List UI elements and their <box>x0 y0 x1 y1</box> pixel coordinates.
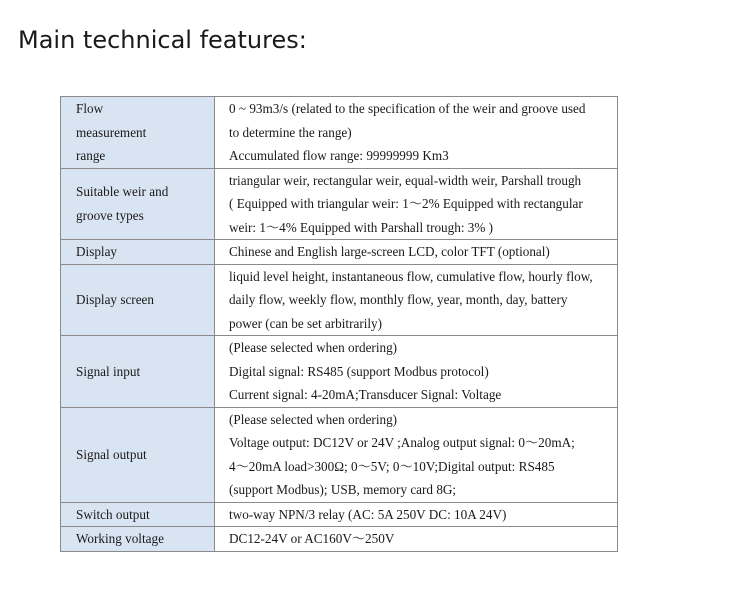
spec-label-text: range <box>76 148 106 163</box>
spec-label-text: Switch output <box>76 506 150 522</box>
spec-label-text: measurement <box>76 124 147 140</box>
table-row <box>61 240 618 265</box>
spec-label-text: Working voltage <box>76 531 164 546</box>
spec-value-cell <box>215 407 618 502</box>
table-row <box>61 527 618 552</box>
spec-label-cell <box>61 97 215 169</box>
spec-value-cell <box>215 336 618 408</box>
spec-label-cell <box>61 264 215 336</box>
page-title: Main technical features: <box>18 26 307 54</box>
spec-value-text: weir: 1～4% Equipped with Parshall trough: 3% ) <box>229 219 494 235</box>
spec-label-text: Display <box>76 244 118 259</box>
spec-label-cell <box>61 240 215 265</box>
table-row <box>61 336 618 408</box>
spec-label-cell <box>61 168 215 240</box>
table-row <box>61 264 618 336</box>
spec-label-text: Display screen <box>76 292 154 307</box>
spec-value-text: to determine the range) <box>229 124 352 140</box>
spec-label-cell <box>61 502 215 527</box>
spec-label-text: Signal input <box>76 363 141 379</box>
spec-label-cell <box>61 527 215 552</box>
spec-label-text: Suitable weir and <box>76 184 169 200</box>
spec-value-cell <box>215 502 618 527</box>
spec-value-text: ( Equipped with triangular weir: 1～2% Equipped with rectangular <box>229 196 583 211</box>
spec-value-text: Current signal: 4-20mA;Transducer Signal: Voltage <box>229 387 502 402</box>
spec-value-text: power (can be set arbitrarily) <box>229 315 383 331</box>
spec-value-cell <box>215 264 618 336</box>
table-row <box>61 502 618 527</box>
spec-value-text: (Please selected when ordering) <box>229 340 398 355</box>
spec-table <box>60 96 618 552</box>
spec-value-text: Digital signal: RS485 (support Modbus protocol) <box>229 363 489 379</box>
spec-value-cell <box>215 240 618 265</box>
spec-value-cell <box>215 168 618 240</box>
spec-value-text: (support Modbus); USB, memory card 8G; <box>229 482 457 497</box>
spec-value-text: 4～20mA load>300Ω; 0～5V; 0～10V;Digital output: RS485 <box>229 458 555 474</box>
spec-value-text: two-way NPN/3 relay (AC: 5A 250V DC: 10A 24V) <box>229 506 507 522</box>
spec-label-cell <box>61 407 215 502</box>
spec-label-text: Flow <box>76 101 104 116</box>
spec-value-text: liquid level height, instantaneous flow, cumulative flow, hourly flow, <box>229 268 593 284</box>
spec-value-text: daily flow, weekly flow, monthly flow, year, month, day, battery <box>229 292 568 307</box>
spec-label-cell <box>61 336 215 408</box>
spec-value-cell <box>215 527 618 552</box>
spec-value-text: (Please selected when ordering) <box>229 411 398 427</box>
spec-value-text: 0 ~ 93m3/s (related to the specification of the weir and groove used <box>229 101 586 116</box>
spec-label-text: groove types <box>76 207 144 223</box>
spec-value-text: Accumulated flow range: 99999999 Km3 <box>229 148 449 163</box>
spec-value-text: Voltage output: DC12V or 24V ;Analog output signal: 0～20mA; <box>229 435 575 450</box>
table-row <box>61 97 618 169</box>
spec-label-text: Signal output <box>76 446 147 462</box>
table-row <box>61 407 618 502</box>
spec-value-text: triangular weir, rectangular weir, equal-width weir, Parshall trough <box>229 172 582 188</box>
spec-value-cell <box>215 97 618 169</box>
table-row <box>61 168 618 240</box>
spec-value-text: DC12-24V or AC160V～250V <box>229 531 395 546</box>
spec-value-text: Chinese and English large-screen LCD, color TFT (optional) <box>229 244 550 259</box>
